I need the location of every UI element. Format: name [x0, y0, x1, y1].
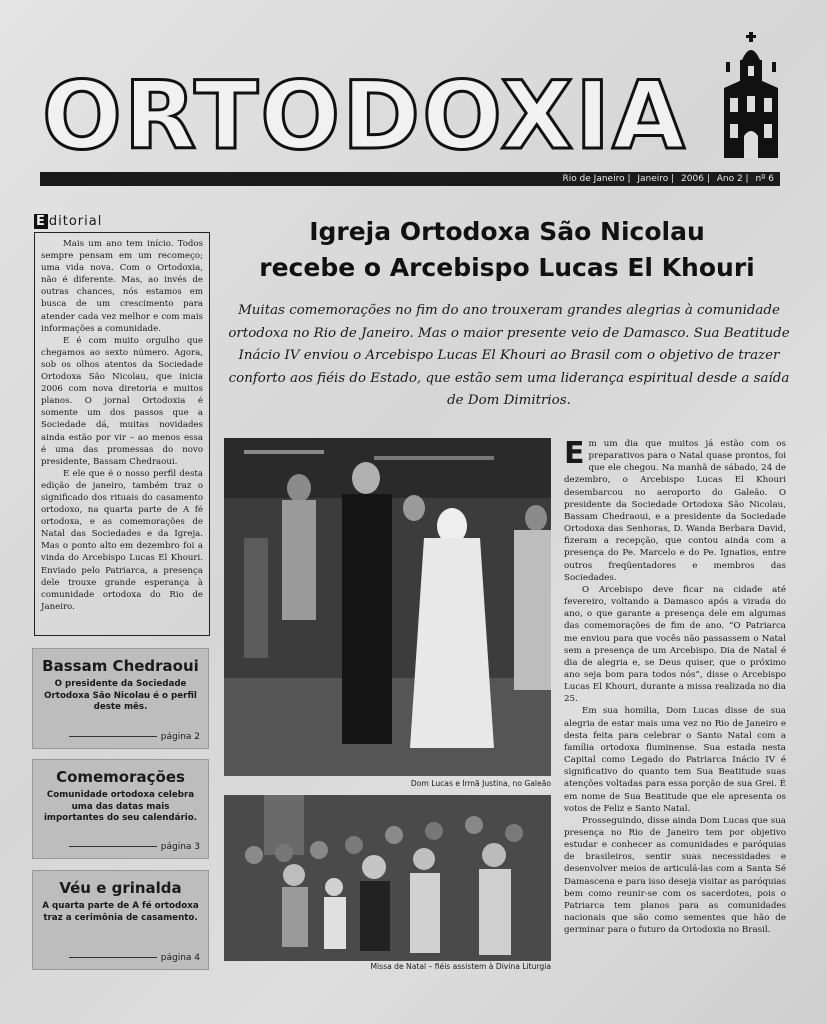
drop-cap: E [564, 438, 585, 471]
church-icon [722, 32, 780, 160]
article-deck: Muitas comemorações no fim do ano trouxeram grandes alegrias à comunidade ortodoxa no Rio de Janeiro. Mas o maior presente veio de Damasco. Sua Beatitude Inácio IV enviou o Arcebispo Lucas El Khouri ao Brasil com o objetivo de trazer conforto aos fiéis do Estado, que estão sem uma liderança espiritual desde a saída de Dom Dimitrios. [228, 303, 790, 409]
article-paragraph: Em sua homilia, Dom Lucas disse de sua alegria de estar mais uma vez no Rio de Janeiro e desta feita para celebrar o Santo Natal com a família ortodoxa fluminense. Sua estada nesta Capital como Legado do Patriarca Inácio IV é significativo do quanto tem Sua Beatitude suas atenções voltadas para essa porção de sua Grei. É em nome de Sua Beatitude que ele apresenta os votos de Feliz e Santo Natal. [564, 706, 786, 814]
article-body [564, 438, 786, 983]
teaser-text: A quarta parte de A fé ortodoxa traz a cerimônia de casamento. [42, 901, 199, 923]
teaser-text: Comunidade ortodoxa celebra uma das datas mais importantes do seu calendário. [43, 790, 198, 823]
christmas-mass-photo [224, 795, 551, 961]
teaser-title: Comemorações [56, 768, 185, 786]
article-headline: Igreja Ortodoxa São Nicolau recebe o Arcebispo Lucas El Khouri [259, 217, 755, 282]
editorial-paragraph: Mais um ano tem início. Todos sempre pensam em um recomeço; uma vida nova. Com o Ortodoxia, não é diferente. Mas, ao invés de outras chances, nós estamos em busca de um crescimento para atender cada vez melhor e com mais informações a comunidade. [41, 239, 203, 334]
issue-volume: Ano 2 [716, 174, 743, 184]
issue-info-bar: Rio de Janeiro | Janeiro | 2006 | Ano 2 | nº 6 [40, 172, 780, 186]
teaser-title: Véu e grinalda [59, 879, 182, 897]
masthead-title: ORTODOXIA [42, 62, 687, 171]
article-paragraph: Em um dia que muitos já estão com os preparativos para o Natal quase prontos, foi que ele chegou. Na manhã de sábado, 24 de dezembro, o Arcebispo Lucas El Khouri desembarcou no aeroporto do Galeão. O presidente da Sociedade Ortodoxa São Nicolau, Bassam Chedraoui, e a presidente da Sociedade Ortodoxa das Senhoras, D. Wanda Berbara David, fizeram a recepção, que contou ainda com a presença do Pe. Marcelo e do Pe. Ignatios, entre outros freqüentadores e membros das Sociedades. [564, 438, 786, 583]
article-paragraph: O Arcebispo deve ficar na cidade até fevereiro, voltando a Damasco após a virada do ano, o que garante a presença dele em algumas das comemorações de fim de ano. “O Patriarca me enviou para que vocês não passassem o Natal sem a presença de um Arcebispo. Dia de Natal é dia de alegria e, se Deus quiser, que o próximo ano seja bom para todos nós”, disse o Arcebispo Lucas El Khouri, durante a missa realizada no dia 25. [564, 584, 786, 705]
issue-city: Rio de Janeiro [562, 174, 625, 184]
editorial-paragraph: E ele que é o nosso perfil desta edição de janeiro, também traz o significado dos rituais do casamento ortodoxo, na quarta parte de A fé ortodoxa, e as comemorações de Natal das Sociedades e da Igreja. Mas o ponto alto em dezembro foi a vinda do Arcebispo Lucas El Khouri. Enviado pelo Patriarca, a presença dele trouxe grande esperança à comunidade ortodoxa do Rio de Janeiro. [41, 468, 203, 612]
issue-month: Janeiro [637, 174, 669, 184]
photo-caption: Missa de Natal – fiéis assistem à Divina Liturgia [370, 962, 551, 971]
teaser-celebrations[interactable] [32, 759, 209, 859]
arrival-photo [224, 438, 551, 776]
teaser-title: Bassam Chedraoui [42, 657, 199, 675]
teaser-page-ref: página 2 [69, 732, 200, 742]
photo-caption: Dom Lucas e Irmã Justina, no Galeão [410, 779, 551, 788]
editorial-box [34, 232, 210, 636]
teaser-wedding[interactable] [32, 870, 209, 970]
issue-year: 2006 [681, 174, 704, 184]
teaser-profile[interactable] [32, 648, 209, 749]
teaser-page-ref: página 3 [69, 842, 200, 852]
teaser-page-ref: página 4 [69, 953, 200, 963]
teaser-text: O presidente da Sociedade Ortodoxa São Nicolau é o perfil deste mês. [44, 679, 197, 712]
editorial-paragraph: E é com muito orgulho que chegamos ao sexto número. Agora, sob os olhos atentos da Sociedade Ortodoxa São Nicolau, que inicia 2006 com nova diretoria e muitos planos. O jornal Ortodoxia é somente um dos passos que a Sociedade dá, muitas novidades ainda estão por vir – ao menos essa é uma das promessas do novo presidente, Bassam Chedraoui. [41, 335, 203, 467]
editorial-label: E ditorial [36, 214, 103, 229]
article-paragraph: Prosseguindo, disse ainda Dom Lucas que sua presença no Rio de Janeiro tem por objetivo estudar e conhecer as comunidades e paróquias de brasileiros, sentir suas necessidades e desenvolver meios de articulá-las com a Santa Sé Damascena e para isso deseja visitar as paróquias bem como reunir-se com os sacerdotes, pois o Patriarca tem planos para as comunidades nacionais que são como sementes que hão de germinar para o futuro da Ortodoxia no Brasil. [564, 815, 786, 936]
issue-number: nº 6 [755, 174, 774, 184]
